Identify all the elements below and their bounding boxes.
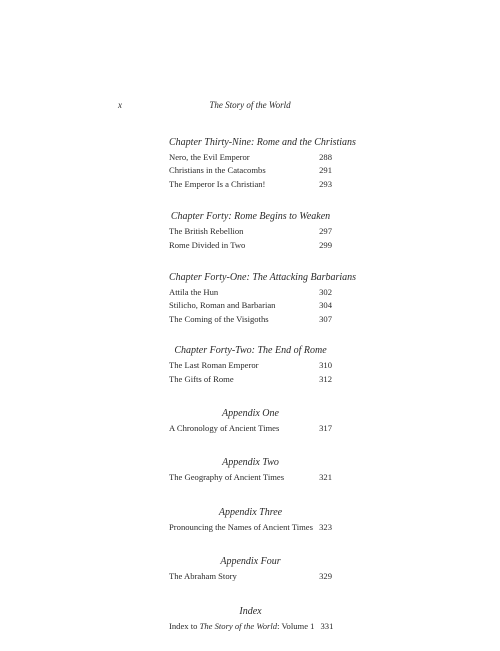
entry-title: The Geography of Ancient Times — [169, 472, 285, 483]
toc-entry — [169, 299, 332, 312]
toc-entry — [169, 151, 332, 164]
entry-page: 293 — [319, 178, 332, 189]
entry-title: The British Rebellion — [169, 226, 244, 237]
toc-entry — [169, 620, 332, 633]
running-head-title: The Story of the World — [209, 100, 291, 110]
entry-page: 299 — [319, 239, 332, 250]
entry-page: 312 — [319, 373, 332, 384]
section-heading: Chapter Forty: Rome Begins to Weaken — [170, 211, 331, 223]
toc-entry — [169, 286, 332, 299]
entry-title: The Last Roman Emperor — [169, 360, 259, 371]
page-number: x — [118, 100, 122, 110]
entry-title: A Chronology of Ancient Times — [169, 423, 280, 434]
toc-section-appendix-four — [169, 555, 332, 583]
table-of-contents — [169, 136, 357, 651]
entry-title — [169, 620, 314, 633]
toc-section-appendix-one — [169, 407, 332, 435]
entry-title: The Abraham Story — [169, 571, 237, 582]
entry-page: 307 — [319, 313, 332, 324]
entry-page: 331 — [320, 620, 334, 631]
toc-section-chapter-40 — [169, 210, 332, 252]
entry-page: 329 — [319, 571, 332, 582]
entry-title: Rome Divided in Two — [169, 239, 246, 250]
entry-page: 302 — [319, 287, 332, 298]
entry-page: 323 — [319, 521, 332, 532]
toc-section-chapter-41 — [169, 271, 357, 326]
section-heading: Chapter Thirty-Nine: Rome and the Christians — [169, 137, 356, 148]
toc-entry — [169, 471, 332, 484]
toc-section-index — [169, 605, 332, 633]
entry-page: 297 — [319, 226, 332, 237]
toc-entry — [169, 570, 332, 583]
section-heading: Index — [239, 605, 262, 617]
toc-section-appendix-two — [169, 456, 332, 484]
section-heading: Chapter Forty-Two: The End of Rome — [174, 345, 327, 357]
entry-title: Pronouncing the Names of Ancient Times — [169, 521, 313, 532]
toc-entry — [169, 521, 332, 534]
section-heading: Chapter Forty-One: The Attacking Barbarians — [169, 272, 357, 284]
toc-entry — [169, 373, 332, 386]
toc-entry — [169, 313, 332, 326]
section-heading: Appendix Two — [222, 457, 279, 469]
section-heading: Appendix One — [222, 408, 279, 420]
entry-title-prefix: Index to — [169, 620, 200, 631]
entry-page: 291 — [319, 165, 332, 176]
toc-entry — [169, 422, 332, 435]
entry-title: Christians in the Catacombs — [169, 165, 266, 176]
entry-title: Attila the Hun — [169, 287, 219, 298]
toc-entry — [169, 239, 332, 252]
entry-title: Nero, the Evil Emperor — [169, 152, 250, 162]
toc-entry — [169, 178, 332, 191]
toc-section-chapter-42 — [169, 344, 332, 386]
toc-section-appendix-three — [169, 506, 332, 534]
entry-title: The Gifts of Rome — [169, 373, 234, 384]
entry-page: 317 — [319, 423, 332, 434]
entry-page: 288 — [319, 152, 332, 162]
section-heading: Appendix Three — [218, 506, 283, 518]
entry-page: 310 — [319, 360, 332, 371]
entry-page: 304 — [319, 300, 332, 311]
entry-title-italic: The Story of the World — [199, 620, 278, 631]
entry-title: The Emperor Is a Christian! — [169, 178, 266, 189]
entry-title-suffix: : Volume 1 — [277, 620, 315, 631]
entry-title: The Coming of the Visigoths — [169, 313, 269, 324]
entry-title: Stilicho, Roman and Barbarian — [169, 300, 276, 311]
toc-entry — [169, 359, 332, 372]
toc-entry — [169, 225, 332, 238]
section-heading: Appendix Four — [220, 556, 281, 568]
toc-section-chapter-39 — [169, 136, 356, 191]
toc-entry — [169, 164, 332, 177]
running-head — [0, 100, 500, 114]
entry-page: 321 — [319, 472, 332, 483]
